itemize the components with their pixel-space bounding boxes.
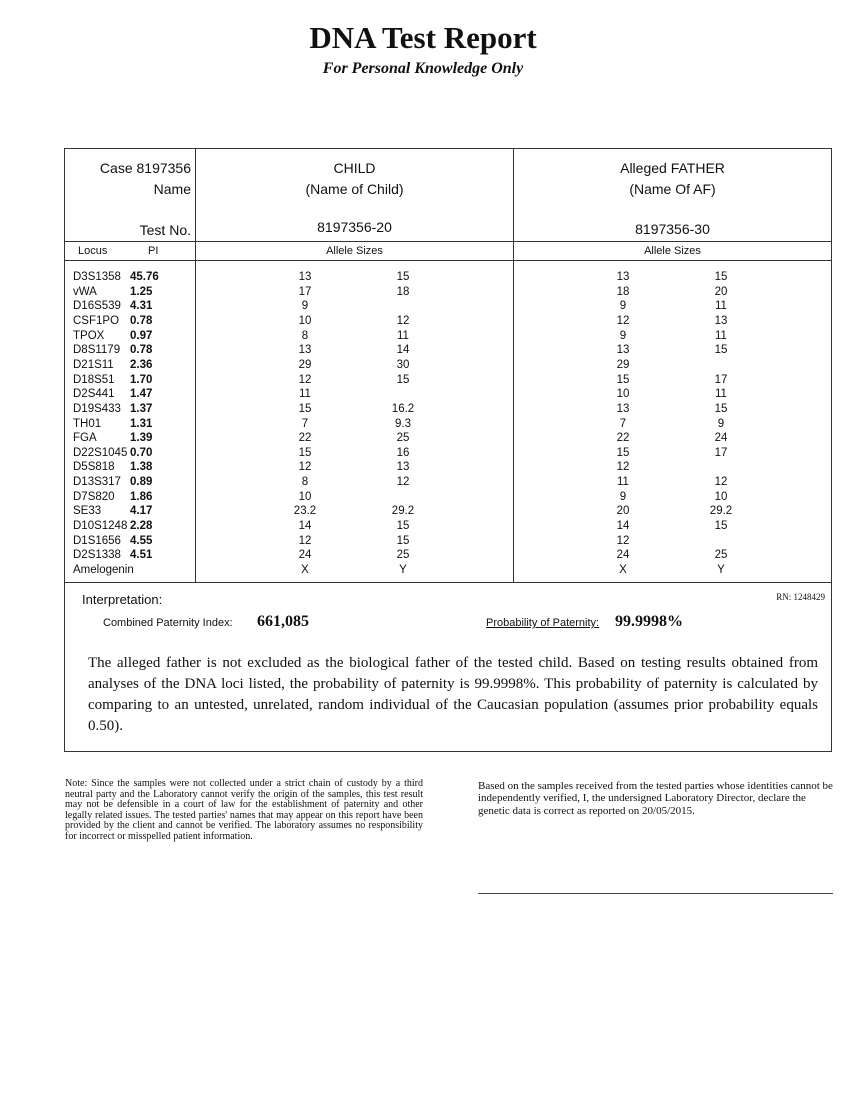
table-bottom-rule: [65, 582, 831, 583]
child-allele-2: 29.2: [391, 505, 415, 518]
disclaimer-note: Note: Since the samples were not collected under a strict chain of custody by a third neutral party and the Laboratory cannot verify the origin of the samples, this test result may not be defensible in a court of law for the establishment of paternity and other legally related issues. The tested parties' names that may appear on this report have been provided by the client and cannot be verified. The laboratory assumes no responsibility for incorrect or misspelled patient information.: [65, 778, 423, 842]
table-row: [65, 446, 831, 461]
report-box: [64, 148, 832, 752]
pi-value: 1.31: [130, 417, 153, 430]
locus-name: D3S1358: [73, 271, 121, 283]
pi-value: 0.89: [130, 476, 153, 489]
cpi-label: Combined Paternity Index:: [103, 617, 233, 629]
child-allele-1: 15: [298, 402, 312, 415]
signature-line: [478, 893, 833, 894]
father-allele-2: 17: [714, 446, 728, 459]
table-row: [65, 534, 831, 549]
father-allele-1: 14: [616, 520, 630, 533]
cpi-value: 661,085: [257, 613, 309, 630]
locus-name: D13S317: [73, 476, 121, 489]
locus-name: vWA: [73, 285, 97, 298]
father-allele-1: 29: [616, 358, 630, 371]
table-row: [65, 417, 831, 432]
child-test-no: 8197356-20: [317, 219, 392, 235]
locus-name: TPOX: [73, 329, 105, 342]
child-allele-1: 23.2: [293, 505, 317, 518]
father-allele-2: 17: [714, 373, 728, 386]
child-allele-2: 9.3: [395, 417, 411, 430]
pi-column-header: PI: [148, 245, 159, 257]
child-allele-1: 29: [298, 358, 312, 371]
case-number: Case 8197356: [99, 160, 191, 176]
child-allele-2: 11: [397, 329, 409, 342]
interpretation-label: Interpretation:: [82, 592, 163, 607]
father-allele-1: 13: [616, 344, 630, 357]
table-row: [65, 387, 831, 402]
child-allele-1: 12: [298, 373, 312, 386]
child-name: (Name of Child): [305, 181, 404, 197]
table-row: [65, 299, 831, 314]
pi-value: 4.31: [130, 300, 153, 313]
father-allele-1: 7: [619, 417, 627, 430]
pi-value: 4.51: [130, 549, 153, 562]
father-allele-1: 9: [619, 329, 627, 342]
table-row: [65, 475, 831, 490]
child-heading: CHILD: [333, 160, 376, 176]
pi-value: 1.39: [130, 432, 153, 445]
child-allele-1: 7: [301, 417, 309, 430]
header-rule: [65, 241, 831, 242]
child-allele-2: Y: [399, 564, 407, 576]
father-alleles-header: Allele Sizes: [644, 245, 701, 257]
father-allele-2: Y: [717, 564, 725, 576]
father-allele-2: 20: [714, 285, 728, 298]
father-allele-2: 9: [717, 417, 725, 430]
pi-value: 0.70: [130, 446, 153, 459]
father-allele-1: 12: [616, 534, 630, 547]
table-row: [65, 314, 831, 329]
pi-value: 2.28: [130, 520, 153, 533]
father-allele-2: 11: [715, 388, 727, 401]
father-allele-1: 18: [616, 285, 630, 298]
pi-value: 4.55: [130, 534, 153, 547]
child-allele-1: 8: [301, 329, 309, 342]
table-row: [65, 504, 831, 519]
father-allele-2: 11: [715, 300, 727, 313]
table-row: [65, 358, 831, 373]
child-allele-2: 30: [396, 358, 410, 371]
father-test-no: 8197356-30: [635, 221, 710, 237]
table-row: [65, 329, 831, 344]
child-allele-1: 11: [299, 388, 311, 401]
child-allele-2: 16.2: [391, 402, 415, 415]
pi-value: 4.17: [130, 505, 153, 518]
father-allele-2: 13: [714, 314, 728, 327]
child-allele-1: 12: [298, 461, 312, 474]
table-row: [65, 402, 831, 417]
name-label: Name: [153, 181, 191, 197]
locus-name: TH01: [73, 417, 102, 430]
child-allele-2: 16: [396, 446, 410, 459]
locus-name: D2S1338: [73, 549, 121, 562]
child-allele-1: 15: [298, 446, 312, 459]
locus-name: D10S1248: [73, 520, 128, 533]
father-allele-1: 9: [619, 490, 627, 503]
locus-name: D22S1045: [73, 446, 128, 459]
table-row: [65, 563, 831, 578]
father-allele-1: 22: [616, 432, 630, 445]
locus-name: D19S433: [73, 402, 121, 415]
father-allele-2: 10: [714, 490, 728, 503]
child-allele-1: 13: [298, 271, 312, 283]
columns-rule: [65, 260, 831, 261]
father-allele-2: 12: [714, 476, 728, 489]
child-allele-2: 13: [396, 461, 410, 474]
father-allele-1: 10: [616, 388, 630, 401]
father-allele-1: X: [619, 564, 627, 576]
report-title: DNA Test Report: [309, 20, 537, 55]
child-allele-1: 9: [301, 300, 309, 313]
locus-name: D21S11: [73, 358, 114, 371]
pop-label: Probability of Paternity:: [486, 617, 600, 629]
locus-name: Amelogenin: [73, 564, 134, 576]
child-allele-2: 15: [396, 271, 410, 283]
child-allele-2: 25: [396, 432, 410, 445]
table-row: [65, 548, 831, 563]
child-allele-1: 14: [298, 520, 312, 533]
father-allele-1: 12: [616, 461, 630, 474]
pi-value: 1.38: [130, 461, 153, 474]
report-subtitle: For Personal Knowledge Only: [322, 60, 524, 77]
locus-name: D1S1656: [73, 534, 121, 547]
child-allele-2: 15: [396, 534, 410, 547]
child-allele-2: 18: [396, 285, 410, 298]
interpretation-paragraph: The alleged father is not excluded as the biological father of the tested child. Based on testing results obtained from analyses of the DNA loci listed, the probability of paternity is 99.9998%. This probability of paternity is calculated by comparing to an untested, unrelated, random individual of the Caucasian population (assumes prior probability equals 0.50).: [88, 655, 818, 734]
father-allele-2: 11: [715, 329, 727, 342]
locus-name: D5S818: [73, 461, 115, 474]
pi-value: 0.78: [130, 314, 153, 327]
pi-value: 2.36: [130, 358, 153, 371]
child-allele-1: 17: [298, 285, 312, 298]
child-allele-1: 13: [298, 344, 312, 357]
child-allele-1: 8: [301, 476, 309, 489]
locus-name: CSF1PO: [73, 314, 120, 327]
pop-value: 99.9998%: [615, 613, 683, 630]
child-allele-2: 14: [396, 344, 410, 357]
father-allele-2: 25: [714, 549, 728, 562]
child-allele-2: 12: [396, 476, 410, 489]
child-allele-1: 24: [298, 549, 312, 562]
child-allele-1: 22: [298, 432, 312, 445]
pi-value: 1.37: [130, 402, 153, 415]
father-allele-1: 13: [616, 402, 630, 415]
locus-name: FGA: [73, 432, 97, 445]
locus-name: D2S441: [73, 388, 115, 401]
table-row: [65, 431, 831, 446]
child-allele-1: 12: [298, 534, 312, 547]
father-allele-1: 15: [616, 446, 630, 459]
locus-name: SE33: [73, 505, 102, 518]
father-allele-1: 24: [616, 549, 630, 562]
pi-value: 1.70: [130, 373, 153, 386]
father-allele-2: 15: [714, 402, 728, 415]
locus-name: D16S539: [73, 300, 121, 313]
child-allele-2: 12: [396, 314, 410, 327]
father-allele-1: 13: [616, 271, 630, 283]
locus-column-header: Locus: [78, 245, 108, 257]
table-row: [65, 519, 831, 534]
pi-value: 1.25: [130, 285, 153, 298]
child-allele-1: X: [301, 564, 309, 576]
table-row: [65, 460, 831, 475]
child-allele-2: 25: [396, 549, 410, 562]
locus-name: D8S1179: [73, 344, 121, 357]
rn-number: RN: 1248429: [776, 592, 825, 602]
father-allele-1: 9: [619, 300, 627, 313]
director-certification: Based on the samples received from the tested parties whose identities cannot be independently verified, I, the undersigned Laboratory Director, declare the genetic data is correct as reported on 20/05/2015.: [478, 780, 833, 817]
father-allele-2: 29.2: [709, 505, 733, 518]
father-name: (Name Of AF): [629, 181, 716, 197]
table-row: [65, 270, 831, 285]
father-allele-2: 15: [714, 271, 728, 283]
pi-value: 0.78: [130, 344, 153, 357]
locus-name: D18S51: [73, 373, 115, 386]
father-allele-1: 15: [616, 373, 630, 386]
child-allele-1: 10: [298, 490, 312, 503]
father-allele-1: 12: [616, 314, 630, 327]
locus-name: D7S820: [73, 490, 115, 503]
table-row: [65, 490, 831, 505]
table-row: [65, 343, 831, 358]
pi-value: 45.76: [130, 271, 159, 283]
table-row: [65, 285, 831, 300]
father-allele-2: 15: [714, 520, 728, 533]
father-allele-1: 11: [617, 476, 629, 489]
pi-value: 0.97: [130, 329, 153, 342]
child-allele-2: 15: [396, 520, 410, 533]
child-allele-1: 10: [298, 314, 312, 327]
table-row: [65, 373, 831, 388]
father-allele-2: 24: [714, 432, 728, 445]
child-allele-2: 15: [396, 373, 410, 386]
pi-value: 1.86: [130, 490, 153, 503]
child-alleles-header: Allele Sizes: [326, 245, 383, 257]
father-heading: Alleged FATHER: [620, 160, 725, 176]
father-allele-1: 20: [616, 505, 630, 518]
pi-value: 1.47: [130, 388, 153, 401]
father-allele-2: 15: [714, 344, 728, 357]
test-no-label: Test No.: [139, 222, 191, 238]
